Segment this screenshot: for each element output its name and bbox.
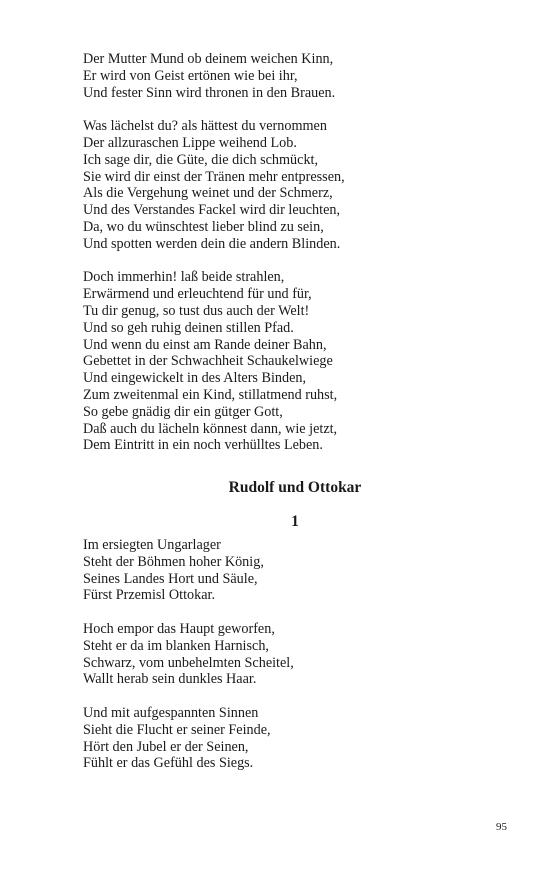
- verse-line: Zum zweitenmal ein Kind, stillatmend ruhst,: [83, 386, 338, 403]
- verse-line: Tu dir genug, so tust dus auch der Welt!: [83, 302, 310, 319]
- stanza: [83, 705, 483, 772]
- verse-line: Fühlt er das Gefühl des Siegs.: [83, 755, 254, 772]
- stanza: [83, 621, 483, 688]
- verse-line: Seines Landes Hort und Säule,: [83, 570, 258, 587]
- verse-line: Und des Verstandes Fackel wird dir leuchten,: [83, 202, 341, 219]
- verse-line: Ich sage dir, die Güte, die dich schmückt,: [83, 151, 319, 168]
- stanza: [83, 118, 483, 252]
- verse-line: Erwärmend und erleuchtend für und für,: [83, 286, 312, 303]
- verse-line: Doch immerhin! laß beide strahlen,: [83, 269, 285, 286]
- poem-body: [83, 537, 483, 772]
- verse-line: Und fester Sinn wird thronen in den Brauen.: [83, 84, 336, 101]
- verse-line: Und eingewickelt in des Alters Binden,: [83, 370, 307, 387]
- verse-line: Steht der Böhmen hoher König,: [83, 553, 264, 570]
- verse-line: Dem Eintritt in ein noch verhülltes Leben.: [83, 437, 323, 454]
- verse-line: Wallt herab sein dunkles Haar.: [83, 671, 257, 688]
- verse-line: Der Mutter Mund ob deinem weichen Kinn,: [83, 51, 334, 67]
- stanza: [83, 51, 483, 101]
- verse-line: Hört den Jubel er der Seinen,: [83, 738, 249, 755]
- stanza: [83, 537, 483, 604]
- verse-line: Und wenn du einst am Rande deiner Bahn,: [83, 336, 327, 353]
- verse-line: Steht er da im blanken Harnisch,: [83, 637, 269, 654]
- verse-line: Als die Vergehung weinet und der Schmerz,: [83, 185, 333, 202]
- stanza: [83, 269, 483, 454]
- verse-line: Und so geh ruhig deinen stillen Pfad.: [83, 319, 294, 336]
- verse-line: Gebettet in der Schwachheit Schaukelwiege: [83, 353, 333, 370]
- verse-line: Was lächelst du? als hättest du vernommen: [83, 118, 327, 135]
- verse-line: Der allzuraschen Lippe weihend Lob.: [83, 134, 297, 151]
- verse-line: Er wird von Geist ertönen wie bei ihr,: [83, 67, 298, 84]
- verse-line: So gebe gnädig dir ein gütger Gott,: [83, 403, 283, 420]
- verse-line: Im ersiegten Ungarlager: [83, 537, 221, 553]
- verse-line: Hoch empor das Haupt geworfen,: [83, 620, 275, 637]
- verse-line: Sie wird dir einst der Tränen mehr entpressen,: [83, 168, 345, 185]
- poem-continuation: [83, 51, 483, 454]
- section-number: 1: [291, 513, 299, 530]
- verse-line: Da, wo du wünschtest lieber blind zu sein,: [83, 218, 324, 235]
- verse-line: Und spotten werden dein die andern Blinden.: [83, 235, 341, 252]
- verse-line: Und mit aufgespannten Sinnen: [83, 704, 259, 721]
- verse-line: Daß auch du lächeln könnest dann, wie jetzt,: [83, 420, 338, 437]
- verse-line: Schwarz, vom unbehelmten Scheitel,: [83, 654, 294, 671]
- poem-title: Rudolf und Ottokar: [228, 479, 362, 496]
- verse-line: Fürst Przemisl Ottokar.: [83, 587, 216, 604]
- verse-line: Sieht die Flucht er seiner Feinde,: [83, 721, 271, 738]
- page-number: 95: [496, 821, 507, 833]
